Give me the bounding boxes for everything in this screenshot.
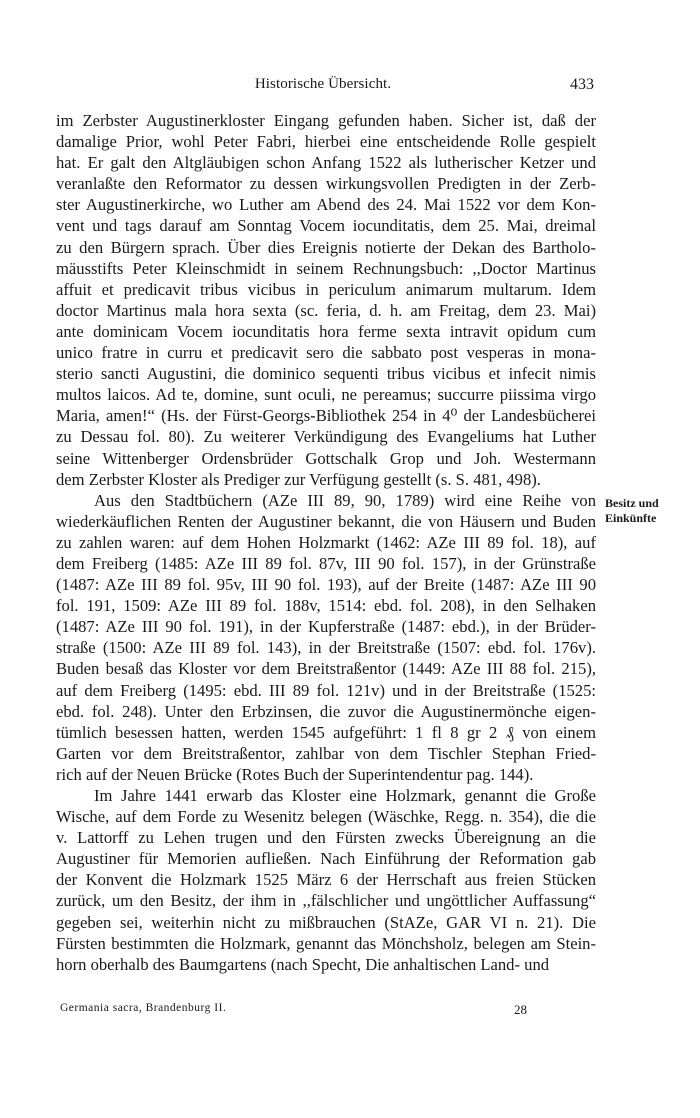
text-line: ante dominicam Vocem iocunditatis hora ferme sexta intravit opidum cum <box>56 321 596 341</box>
text-line: tümlich besessen hatten, werden 1545 aufgeführt: 1 fl 8 gr 2 ₰ von einem <box>56 722 596 742</box>
text-line: Maria, amen!“ (Hs. der Fürst-Georgs-Bibliothek 254 in 4⁰ der Landesbücherei <box>56 406 596 426</box>
page-header <box>52 76 594 100</box>
text-line: gegeben sei, weiterhin nicht zu mißbrauchen (StAZe, GAR VI n. 21). Die <box>56 912 596 932</box>
running-title: Historische Übersicht. <box>254 76 392 92</box>
paragraph <box>56 490 596 785</box>
paragraph <box>56 110 596 490</box>
page-footer <box>60 1002 540 1020</box>
body-text <box>56 110 596 975</box>
text-line: zu den Bürgern sprach. Über dies Ereignis notierte der Dekan des Bartholo- <box>56 237 596 257</box>
text-line: Im Jahre 1441 erwarb das Kloster eine Holzmark, genannt die Große <box>94 786 596 805</box>
text-line: wiederkäuflichen Renten der Augustiner bekannt, die von Häusern und Buden <box>56 511 596 531</box>
text-line: Garten vor dem Breitstraßentor, zahlbar von dem Tischler Stephan Fried- <box>56 743 596 763</box>
text-line: veranlaßte den Reformator zu dessen wirkungsvollen Predigten in der Zerb- <box>56 174 596 194</box>
text-line: Fürsten bestimmten die Holzmark, genannt das Mönchsholz, belegen am Stein- <box>56 933 596 953</box>
text-line: zurück, um den Besitz, der ihm in ,,fälschlicher und ungöttlicher Auffassung“ <box>56 891 596 911</box>
text-line: auf dem Freiberg (1495: ebd. III 89 fol. 121v) und in der Breitstraße (1525: <box>56 680 596 700</box>
margin-note <box>605 496 677 526</box>
text-line: Buden besaß das Kloster vor dem Breitstraßentor (1449: AZe III 88 fol. 215), <box>56 659 596 679</box>
text-line: rich auf der Neuen Brücke (Rotes Buch der Superintendentur pag. 144). <box>56 764 534 784</box>
text-line: dem Zerbster Kloster als Prediger zur Verfügung gestellt (s. S. 481, 498). <box>56 469 541 489</box>
text-line: ster Augustinerkirche, wo Luther am Abend des 24. Mai 1522 vor dem Kon- <box>56 195 596 215</box>
signature-mark: 28 <box>514 1002 527 1017</box>
text-line: Wische, auf dem Forde zu Wesenitz belegen (Wäschke, Regg. n. 354), die die <box>56 807 596 827</box>
text-line: dem Freiberg (1485: AZe III 89 fol. 87v, III 90 fol. 157), in der Grünstraße <box>56 553 596 573</box>
text-line: damalige Prior, wohl Peter Fabri, hierbei eine entscheidende Rolle gespielt <box>56 132 596 152</box>
margin-note-line: Besitz und <box>605 496 659 510</box>
text-line: horn oberhalb des Baumgartens (nach Specht, Die anhaltischen Land- und <box>56 954 550 974</box>
text-line: Aus den Stadtbüchern (AZe III 89, 90, 1789) wird eine Reihe von <box>94 490 596 510</box>
page-number: 433 <box>570 76 594 93</box>
paragraph <box>56 785 596 975</box>
text-line: Augustiner für Memorien aufließen. Nach Einführung der Reformation gab <box>56 849 596 869</box>
text-line: (1487: AZe III 89 fol. 95v, III 90 fol. 193), auf der Breite (1487: AZe III 90 <box>56 575 596 595</box>
text-line: fol. 191, 1509: AZe III 89 fol. 188v, 1514: ebd. fol. 208), in den Selhaken <box>56 596 596 616</box>
text-line: vent und tags darauf am Sonntag Vocem iocunditatis, dem 25. Mai, dreimal <box>56 216 596 236</box>
text-line: mäusstifts Peter Kleinschmidt in seinem Rechnungsbuch: ,,Doctor Martinus <box>56 258 596 278</box>
text-line: seine Wittenberger Ordensbrüder Gottschalk Grop und Joh. Westermann <box>56 448 596 468</box>
margin-note-line: Einkünfte <box>605 511 657 525</box>
text-line: affuit et predicavit tribus vicibus in periculum animarum multarum. Idem <box>56 279 596 299</box>
text-line: zu zahlen waren: auf dem Hohen Holzmarkt (1462: AZe III 89 fol. 18), auf <box>56 532 596 552</box>
text-line: sterio sancti Augustini, die dominico sequenti tribus vicibus et infecit nimis <box>56 364 596 384</box>
text-line: zu Dessau fol. 80). Zu weiterer Verkündigung des Evangeliums hat Luther <box>56 427 596 447</box>
text-line: ebd. fol. 248). Unter den Erbzinsen, die zuvor die Augustinermönche eigen- <box>56 701 596 721</box>
text-line: straße (1500: AZe III 89 fol. 143), in der Breitstraße (1507: ebd. fol. 176v). <box>56 638 596 658</box>
text-line: der Konvent die Holzmark 1525 März 6 der Herrschaft aus freien Stücken <box>56 870 596 890</box>
text-line: hat. Er galt den Altgläubigen schon Anfang 1522 als lutherischer Ketzer und <box>56 153 596 173</box>
text-line: doctor Martinus mala hora sexta (sc. feria, d. h. am Freitag, dem 23. Mai) <box>56 300 596 320</box>
footer-series-title: Germania sacra, Brandenburg II. <box>60 1002 227 1014</box>
text-line: im Zerbster Augustinerkloster Eingang gefunden haben. Sicher ist, daß der <box>56 111 596 130</box>
text-line: (1487: AZe III 90 fol. 191), in der Kupferstraße (1487: ebd.), in der Brüder- <box>56 617 596 637</box>
text-line: multos laicos. Ad te, domine, sunt oculi, ne pereamus; succurre piissima virgo <box>56 385 596 405</box>
text-line: unico fratre in curru et predicavit sero die sabbato post vesperas in mona- <box>56 343 596 363</box>
text-line: v. Lattorff zu Lehen trugen und den Fürsten zwecks Übereignung an die <box>56 828 596 848</box>
